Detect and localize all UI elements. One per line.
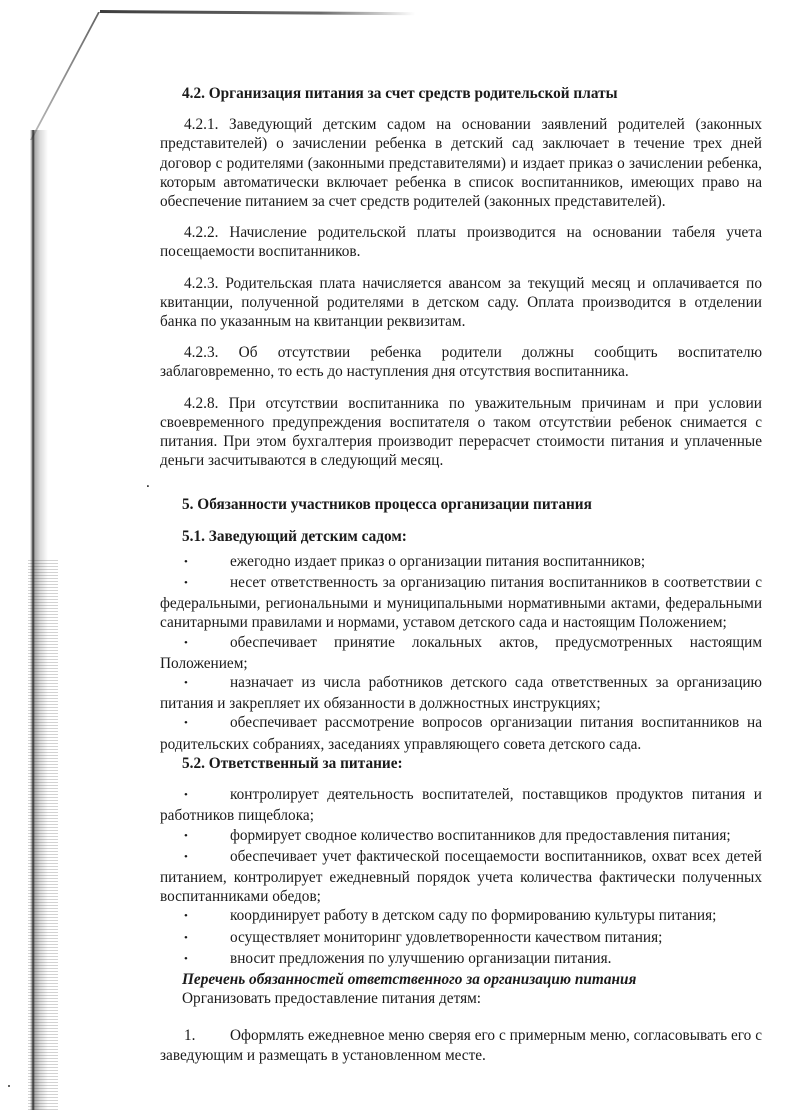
list-item: •обеспечивает учет фактической посещаемости воспитанников, охват всех детей питанием, контролирует ежедневный порядок учета количества фактически полученных воспитанниками обедов; — [160, 847, 762, 907]
list-item: •вносит предложения по улучшению организации питания. — [160, 949, 762, 970]
bullet-icon — [184, 785, 230, 806]
numbered-item: 1. Оформлять ежедневное меню сверяя его с примерным меню, согласовывать его с заведующим и размещать в установленном месте. — [160, 1027, 762, 1064]
list-item: •ежегодно издает приказ о организации питания воспитанников; — [160, 552, 762, 573]
scan-speck — [8, 1085, 10, 1087]
paragraph-4-2-8: 4.2.8. При отсутствии воспитанника по уважительным причинам и при условии своевременного предупреждения воспитателя о таком отсутствии ребенок снимается с питания. При этом бухгалтерия производит перерасчет стоимости питания и уплаченные деньги засчитываются в следующий месяц. — [160, 394, 762, 470]
list-item: •контролирует деятельность воспитателей, поставщиков продуктов питания и работников пищеблока; — [160, 785, 762, 825]
list-item: •назначает из числа работников детского сада ответственных за организацию питания и закрепляет их обязанности в должностных инструкциях; — [160, 673, 762, 713]
bullet-icon — [184, 673, 230, 694]
subsection-heading-5-2: 5.2. Ответственный за питание: — [182, 754, 403, 772]
bullet-icon — [184, 713, 230, 734]
list-item: •формирует сводное количество воспитанников для предоставления питания; — [160, 826, 762, 847]
bullet-icon — [184, 552, 230, 573]
list-item: •обеспечивает рассмотрение вопросов организации питания воспитанников на родительских собраниях, заседаниях управляющего совета детского сада. — [160, 713, 762, 753]
scan-top-edge — [100, 10, 415, 15]
bullet-icon — [184, 949, 230, 970]
bullet-icon — [184, 928, 230, 949]
bullet-icon — [184, 633, 230, 654]
scan-folded-corner — [30, 12, 100, 140]
list-item: •обеспечивает принятие локальных актов, предусмотренных настоящим Положением; — [160, 633, 762, 673]
bullet-icon — [184, 826, 230, 847]
bullet-icon — [184, 847, 230, 868]
subsection-heading-5-1: 5.1. Заведующий детским садом: — [182, 527, 407, 545]
document-page — [146, 84, 762, 1065]
paragraph-4-2-3b: 4.2.3. Об отсутствии ребенка родители должны сообщить воспитателю заблаговременно, то есть до наступления дня отсутствия воспитанника. — [160, 344, 762, 381]
paragraph-4-2-2: 4.2.2. Начисление родительской платы производится на основании табеля учета посещаемости воспитанников. — [160, 224, 762, 261]
paragraph-4-2-3: 4.2.3. Родительская плата начисляется авансом за текущий месяц и оплачивается по квитанции, полученной родителями в детском саду. Оплата производится в отделении банка по указанным на квитанции реквизитам. — [160, 274, 762, 331]
stray-period: . — [146, 474, 150, 492]
list-item: •несет ответственность за организацию питания воспитанников в соответствии с федеральными, региональными и муниципальными нормативными актами, федеральными санитарными правилами и нормами, уставом детского сада и настоящим Положением; — [160, 573, 762, 633]
bullet-icon — [184, 906, 230, 927]
item-number: 1. — [184, 1027, 196, 1045]
bullet-icon — [184, 573, 230, 594]
section-heading-5: 5. Обязанности участников процесса организации питания — [182, 496, 592, 514]
section-heading-4-2: 4.2. Организация питания за счет средств родительской платы — [182, 85, 618, 102]
duties-intro: Организовать предоставление питания детям: — [182, 990, 482, 1008]
scan-left-edge-noise — [28, 560, 58, 1110]
duties-heading: Перечень обязанностей ответственного за организацию питания — [182, 970, 637, 988]
paragraph-4-2-1: 4.2.1. Заведующий детским садом на основании заявлений родителей (законных представителей) о зачислении ребенка в детский сад заключает в течение трех дней договор с родителями (законными представителями) и издает приказ о зачислении ребенка, которым автоматически включает ребенка в список воспитанников, имеющих право на обеспечение питанием за счет средств родителей (законных представителей). — [160, 116, 762, 211]
list-item: •координирует работу в детском саду по формированию культуры питания; — [160, 906, 762, 927]
list-item: •осуществляет мониторинг удовлетворенности качеством питания; — [160, 928, 762, 949]
